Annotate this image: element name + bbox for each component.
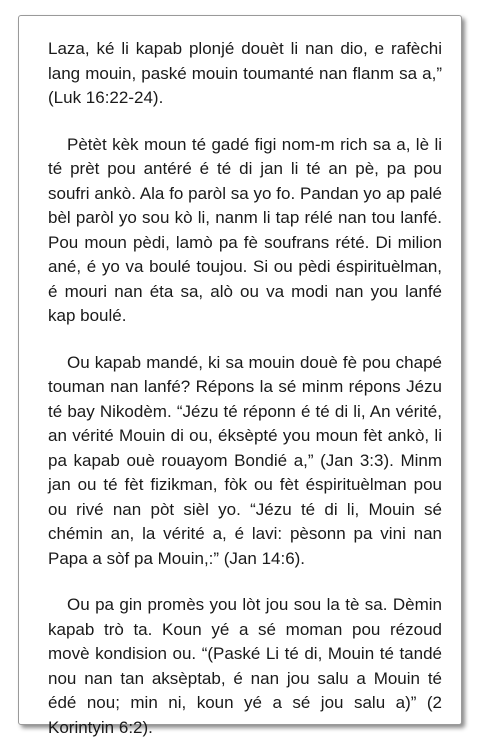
paragraph-1: Laza, ké li kapab plonjé douèt li nan dio, e rafèchi lang mouin, paské mouin toumanté nan flanm sa a,” (Luk 16:22-24). (48, 39, 442, 107)
paragraph-3: Ou kapab mandé, ki sa mouin douè fè pou chapé touman nan lanfé? Répons la sé minm répons Jézu té bay Nikodèm. “Jézu té réponn é té di li, An vérité, an vérité Mouin di ou, éksèpté you moun fèt ankò, li pa kapab ouè rouayom Bondié a,” (Jan 3:3). Minm jan ou té fèt fizikman, fòk ou fèt éspirituèlman pou ou rivé nan pòt sièl yo. “Jézu té di li, Mouin sé chémin an, la vérité a, é lavi: pèsonn pa vini nan Papa a sòf pa Mouin,:” (Jan 14:6). (48, 352, 442, 568)
paragraph-2: Pètèt kèk moun té gadé figi nom-m rich sa a, lè li té prèt pou antéré é té di jan li té an pè, pa pou soufri ankò. Ala fo paròl sa yo fo. Pandan yo ap palé bèl paròl yo sou kò li, nanm li tap rélé nan tou lanfé. Pou moun pèdi, lamò pa fè soufrans rété. Di milion ané, é yo va boulé toujou. Si ou pèdi éspirituèlman, é mouri nan éta sa, alò ou va modi nan you lanfé kap boulé. (48, 134, 442, 325)
paragraph-4: Ou pa gin promès you lòt jou sou la tè sa. Dèmin kapab trò ta. Koun yé a sé moman pou rézoud movè kondision ou. “(Paské Li té di, Mouin té tandé nou nan tan aksèptab, é nan jou salu a Mouin té édé nou; min ni, koun yé a sé jou salu a)” (2 Korintyin 6:2). (48, 595, 442, 737)
body-text (48, 37, 442, 740)
page-card (18, 15, 462, 737)
